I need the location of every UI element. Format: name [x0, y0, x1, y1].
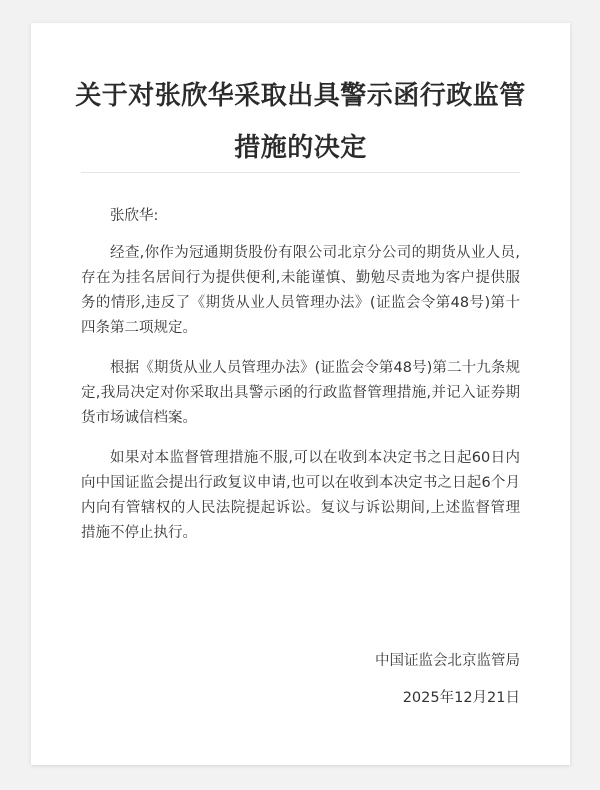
issuer-name: 中国证监会北京监管局	[375, 653, 520, 669]
paragraph-decision: 根据《期货从业人员管理办法》(证监会令第48号)第二十九条规定,我局决定对你采取出具警示函的行政监督管理措施,并记入证券期货市场诚信档案。	[81, 360, 520, 426]
document-page	[31, 23, 570, 765]
paragraph-findings: 经查,你作为冠通期货股份有限公司北京分公司的期货从业人员,存在为挂名居间行为提供便利,未能谨慎、勤勉尽责地为客户提供服务的情形,违反了《期货从业人员管理办法》(证监会令第48号)第十四条第二项规定。	[81, 245, 520, 336]
issue-date: 2025年12月21日	[402, 690, 520, 706]
document-body	[81, 204, 520, 561]
signature-block	[375, 649, 520, 711]
salutation: 张欣华:	[110, 208, 159, 224]
document-title: 关于对张欣华采取出具警示函行政监管措施的决定	[75, 81, 526, 163]
title-divider	[81, 172, 520, 173]
paragraph-appeal-rights: 如果对本监督管理措施不服,可以在收到本决定书之日起60日内向中国证监会提出行政复议申请,也可以在收到本决定书之日起6个月内向有管辖权的人民法院提起诉讼。复议与诉讼期间,上述监督管理措施不停止执行。	[81, 450, 520, 541]
